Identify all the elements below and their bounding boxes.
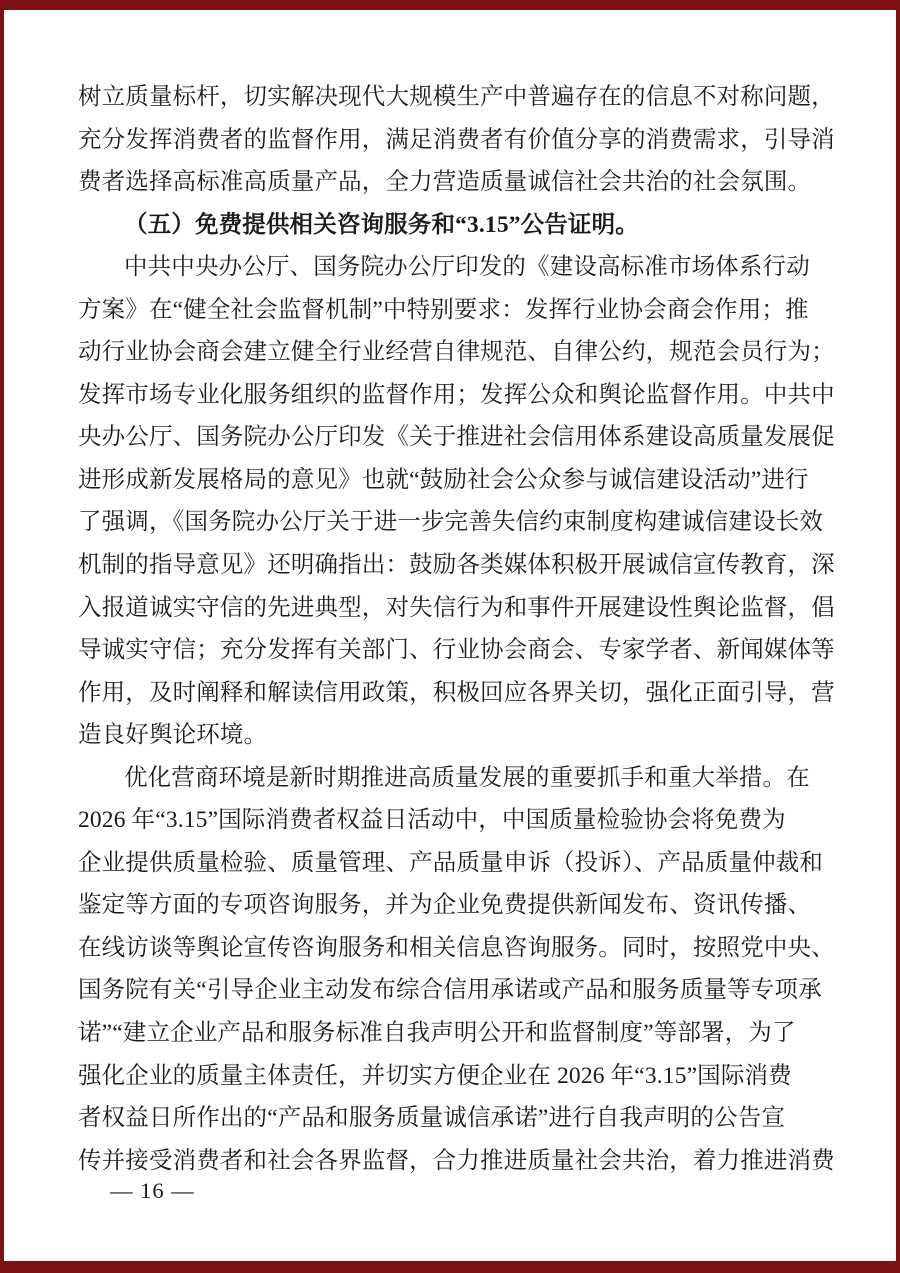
text-line: 国务院有关“引导企业主动发布综合信用承诺或产品和服务质量等专项承 [78,977,822,1004]
text-line: 中共中央办公厅、国务院办公厅印发的《建设高标准市场体系行动 [124,254,810,281]
text-line: 入报道诚实守信的先进典型，对失信行为和事件开展建设性舆论监督，倡 [78,594,835,621]
document-body [78,76,840,1182]
text-line: 企业提供质量检验、质量管理、产品质量申诉（投诉）、产品质量仲裁和 [78,849,824,876]
text-line: 传并接受消费者和社会各界监督，合力推进质量社会共治，着力推进消费 [78,1147,835,1174]
text-line: 动行业协会商会建立健全行业经营自律规范、自律公约，规范会员行为； [78,339,835,366]
text-line: 方案》在“健全社会监督机制”中特别要求：发挥行业协会商会作用；推 [78,296,809,323]
text-line: 2026 年“3.15”国际消费者权益日活动中，中国质量检验协会将免费为 [78,807,786,834]
text-line: 优化营商环境是新时期推进高质量发展的重要抓手和重大举措。在 [124,764,810,791]
text-line: 进形成新发展格局的意见》也就“鼓励社会公众参与诚信建设活动”进行 [78,466,809,493]
text-line: 造良好舆论环境。 [78,722,268,749]
text-line: 鉴定等方面的专项咨询服务，并为企业免费提供新闻发布、资讯传播、 [78,892,812,919]
text-line: 诺”“建立企业产品和服务标准自我声明公开和监督制度”等部署，为了 [78,1020,796,1047]
text-line: 充分发挥消费者的监督作用，满足消费者有价值分享的消费需求，引导消 [78,126,835,153]
section-heading: （五）免费提供相关咨询服务和“3.15”公告证明。 [124,211,639,238]
text-line: 机制的指导意见》还明确指出：鼓励各类媒体积极开展诚信宣传教育，深 [78,552,835,579]
text-line: 在线访谈等舆论宣传咨询服务和相关信息咨询服务。同时，按照党中央、 [78,934,835,961]
text-line: 树立质量标杆，切实解决现代大规模生产中普遍存在的信息不对称问题， [78,84,835,110]
text-line: 者权益日所作出的“产品和服务质量诚信承诺”进行自我声明的公告宣 [78,1105,786,1132]
text-line: 发挥市场专业化服务组织的监督作用；发挥公众和舆论监督作用。中共中 [78,381,835,408]
page-number: — 16 — [110,1178,195,1203]
text-line: 导诚实守信；充分发挥有关部门、行业协会商会、专家学者、新闻媒体等 [78,637,835,664]
text-line: 强化企业的质量主体责任，并切实方便企业在 2026 年“3.15”国际消费 [78,1062,792,1089]
text-line: 央办公厅、国务院办公厅印发《关于推进社会信用体系建设高质量发展促 [78,424,835,451]
text-line: 了强调，《国务院办公厅关于进一步完善失信约束制度构建诚信建设长效 [78,509,824,536]
text-line: 作用，及时阐释和解读信用政策，积极回应各界关切，强化正面引导，营 [78,679,835,706]
text-line: 费者选择高标准高质量产品，全力营造质量诚信社会共治的社会氛围。 [78,169,812,196]
